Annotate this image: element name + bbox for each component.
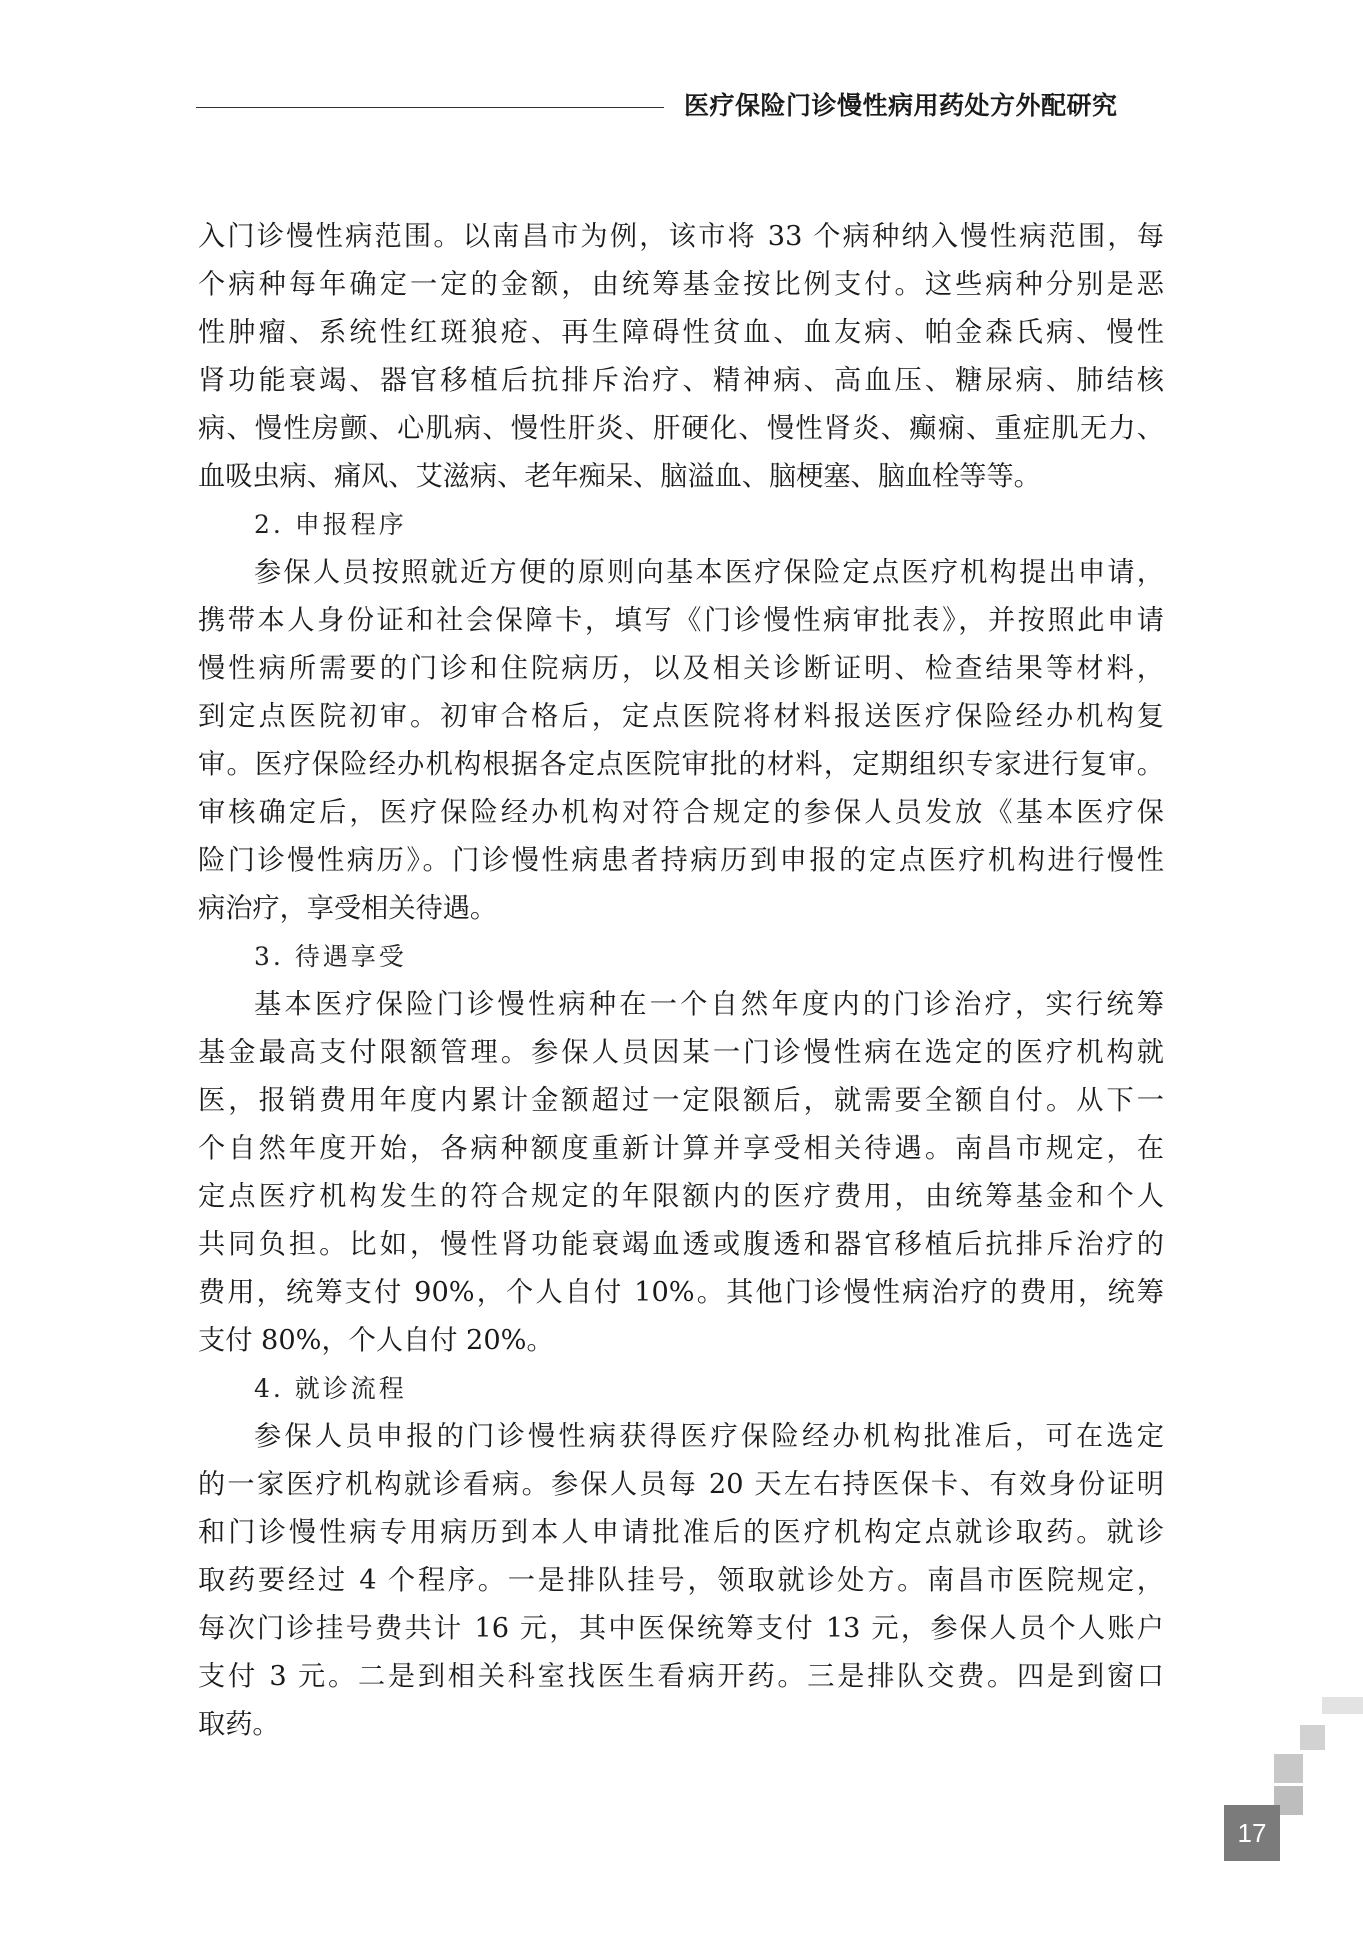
running-title: 医疗保险门诊慢性病用药处方外配研究 bbox=[684, 91, 1118, 120]
decorative-square bbox=[1274, 1754, 1303, 1783]
text-line: 慢性病所需要的门诊和住院病历，以及相关诊断证明、检查结果等材料， bbox=[198, 653, 1164, 684]
text-line: 险门诊慢性病历》。门诊慢性病患者持病历到申报的定点医疗机构进行慢性 bbox=[198, 845, 1164, 876]
text-line: 支付 80%，个人自付 20%。 bbox=[198, 1325, 554, 1356]
page-number: 17 bbox=[1237, 1818, 1267, 1848]
text-line: 基金最高支付限额管理。参保人员因某一门诊慢性病在选定的医疗机构就 bbox=[198, 1037, 1164, 1068]
text-line: 性肿瘤、系统性红斑狼疮、再生障碍性贫血、血友病、帕金森氏病、慢性 bbox=[198, 317, 1164, 348]
text-line: 基本医疗保险门诊慢性病种在一个自然年度内的门诊治疗，实行统筹 bbox=[254, 989, 1164, 1020]
text-line: 入门诊慢性病范围。以南昌市为例，该市将 33 个病种纳入慢性病范围，每 bbox=[198, 221, 1164, 252]
text-line: 费用，统筹支付 90%，个人自付 10%。其他门诊慢性病治疗的费用，统筹 bbox=[198, 1277, 1164, 1308]
text-line: 支付 3 元。二是到相关科室找医生看病开药。三是排队交费。四是到窗口 bbox=[198, 1661, 1164, 1692]
text-line: 定点医疗机构发生的符合规定的年限额内的医疗费用，由统筹基金和个人 bbox=[198, 1181, 1164, 1212]
text-line: 医，报销费用年度内累计金额超过一定限额后，就需要全额自付。从下一 bbox=[198, 1085, 1164, 1116]
text-line: 个自然年度开始，各病种额度重新计算并享受相关待遇。南昌市规定，在 bbox=[198, 1133, 1164, 1164]
section-heading: 4. 就诊流程 bbox=[254, 1374, 407, 1403]
text-line: 参保人员申报的门诊慢性病获得医疗保险经办机构批准后，可在选定 bbox=[254, 1421, 1164, 1452]
text-line: 参保人员按照就近方便的原则向基本医疗保险定点医疗机构提出申请， bbox=[254, 557, 1164, 588]
header-rule bbox=[196, 107, 664, 108]
page-number-box bbox=[1224, 1805, 1280, 1861]
decorative-square bbox=[1322, 1697, 1363, 1714]
text-line: 取药。 bbox=[198, 1709, 280, 1740]
text-line: 每次门诊挂号费共计 16 元，其中医保统筹支付 13 元，参保人员个人账户 bbox=[198, 1613, 1164, 1644]
section-heading: 2. 申报程序 bbox=[254, 510, 407, 539]
text-line: 的一家医疗机构就诊看病。参保人员每 20 天左右持医保卡、有效身份证明 bbox=[198, 1469, 1164, 1500]
text-line: 到定点医院初审。初审合格后，定点医院将材料报送医疗保险经办机构复 bbox=[198, 701, 1164, 732]
text-line: 审核确定后，医疗保险经办机构对符合规定的参保人员发放《基本医疗保 bbox=[198, 797, 1164, 828]
section-heading: 3. 待遇享受 bbox=[254, 942, 407, 971]
text-line: 病、慢性房颤、心肌病、慢性肝炎、肝硬化、慢性肾炎、癫痫、重症肌无力、 bbox=[198, 413, 1164, 444]
text-line: 审。医疗保险经办机构根据各定点医院审批的材料，定期组织专家进行复审。 bbox=[198, 749, 1164, 780]
text-line: 共同负担。比如，慢性肾功能衰竭血透或腹透和器官移植后抗排斥治疗的 bbox=[198, 1229, 1164, 1260]
text-line: 病治疗，享受相关待遇。 bbox=[198, 893, 498, 924]
decorative-square bbox=[1300, 1725, 1325, 1750]
text-line: 肾功能衰竭、器官移植后抗排斥治疗、精神病、高血压、糖尿病、肺结核 bbox=[198, 365, 1164, 396]
body-text bbox=[198, 213, 1164, 1749]
text-line: 携带本人身份证和社会保障卡，填写《门诊慢性病审批表》，并按照此申请 bbox=[198, 605, 1164, 636]
text-line: 血吸虫病、痛风、艾滋病、老年痴呆、脑溢血、脑梗塞、脑血栓等等。 bbox=[198, 461, 1041, 492]
text-line: 取药要经过 4 个程序。一是排队挂号，领取就诊处方。南昌市医院规定， bbox=[198, 1565, 1164, 1596]
text-line: 个病种每年确定一定的金额，由统筹基金按比例支付。这些病种分别是恶 bbox=[198, 269, 1164, 300]
text-line: 和门诊慢性病专用病历到本人申请批准后的医疗机构定点就诊取药。就诊 bbox=[198, 1517, 1164, 1548]
